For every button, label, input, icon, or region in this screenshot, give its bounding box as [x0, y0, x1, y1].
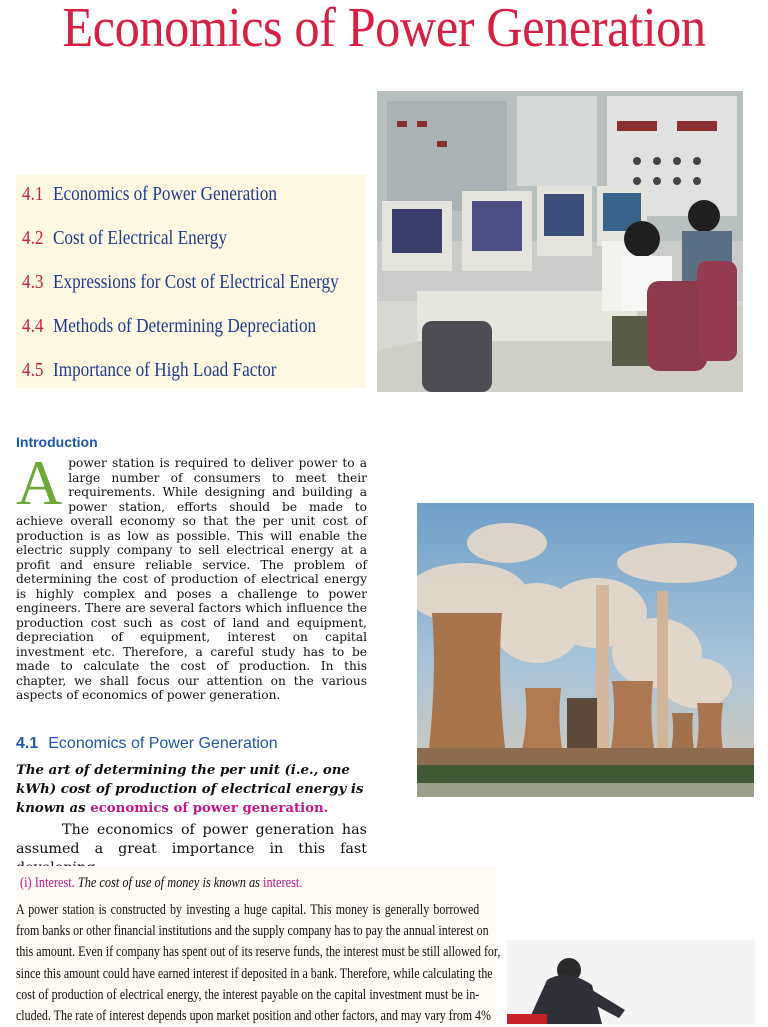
section-number: 4.1	[16, 735, 39, 752]
interest-definition: The cost of use of money is known as	[77, 875, 260, 891]
paragraph-line: since this amount could have earned interest if deposited in a bank. Therefore, while calculating the	[16, 965, 493, 982]
section-heading	[16, 735, 278, 753]
introduction-text: power station is required to deliver power to a large number of consumers to meet their requirements. While designing and building a power station, efforts should be made to achieve overall economy so that the per unit cost of production is as low as possible. This will enable the electric supply company to sell electrical energy at a profit and ensure reliable service. The problem of determining the cost of production of electrical energy is highly complex and poses a challenge to power engineers. There are several factors which influence the production cost such as cost of land and equipment, depreciation of equipment, interest on capital investment etc. Therefore, a careful study has to be made to calculate the cost of production. In this chapter, we shall focus our attention on the various aspects of economics of power generation.	[16, 456, 367, 702]
paragraph-line: from banks or other financial institutions and the supply company has to pay the annual interest on	[16, 923, 489, 940]
definition-text	[16, 761, 367, 818]
toc-number: 4.1	[22, 183, 44, 205]
toc-item	[22, 271, 339, 294]
toc-label: Importance of High Load Factor	[52, 359, 277, 381]
drop-cap: A	[16, 447, 63, 518]
page-title: Economics of Power Generation	[62, 0, 706, 59]
toc-number: 4.3	[22, 271, 44, 293]
paragraph-line: this amount. Even if company has spent out of its reserve funds, the interest must be still allowed for,	[16, 944, 501, 961]
toc-label: Cost of Electrical Energy	[52, 227, 227, 249]
toc-item	[22, 359, 276, 382]
interest-heading	[20, 875, 302, 892]
interest-term: interest.	[263, 875, 303, 891]
definition-term: economics of power generation.	[90, 801, 329, 816]
power-plant-photo	[417, 503, 754, 797]
introduction-heading: Introduction	[16, 434, 98, 450]
interest-paragraph	[16, 900, 501, 1027]
introduction-paragraph	[16, 447, 367, 703]
toc-item	[22, 183, 277, 206]
toc-number: 4.2	[22, 227, 44, 249]
paragraph-line: cluded. The rate of interest depends upon market position and other factors, and may vary from 4%	[16, 1008, 491, 1025]
toc-item	[22, 227, 227, 250]
paragraph-line: cost of production of electrical energy, the interest payable on the capital investment must be in-	[16, 986, 480, 1003]
interest-label: Interest.	[34, 875, 75, 891]
toc-item	[22, 315, 316, 338]
paragraph-line: A power station is constructed by investing a huge capital. This money is generally borrowed	[16, 902, 480, 918]
toc-number: 4.4	[22, 315, 44, 337]
item-marker: (i)	[20, 875, 32, 891]
control-room-photo	[377, 91, 743, 392]
section-title: Economics of Power Generation	[48, 735, 278, 752]
continued-text: The economics of power generation has assumed a great importance in this fast	[16, 822, 367, 857]
businessman-photo	[507, 940, 755, 1024]
toc-label: Expressions for Cost of Electrical Energy	[52, 271, 339, 293]
toc-number: 4.5	[22, 359, 44, 381]
toc-label: Methods of Determining Depreciation	[52, 315, 317, 337]
definition-body: The art of determining the per unit (i.e., one kWh) cost of production of electrical energy is known as	[16, 763, 364, 816]
toc-label: Economics of Power Generation	[52, 183, 277, 205]
table-of-contents	[16, 175, 366, 388]
